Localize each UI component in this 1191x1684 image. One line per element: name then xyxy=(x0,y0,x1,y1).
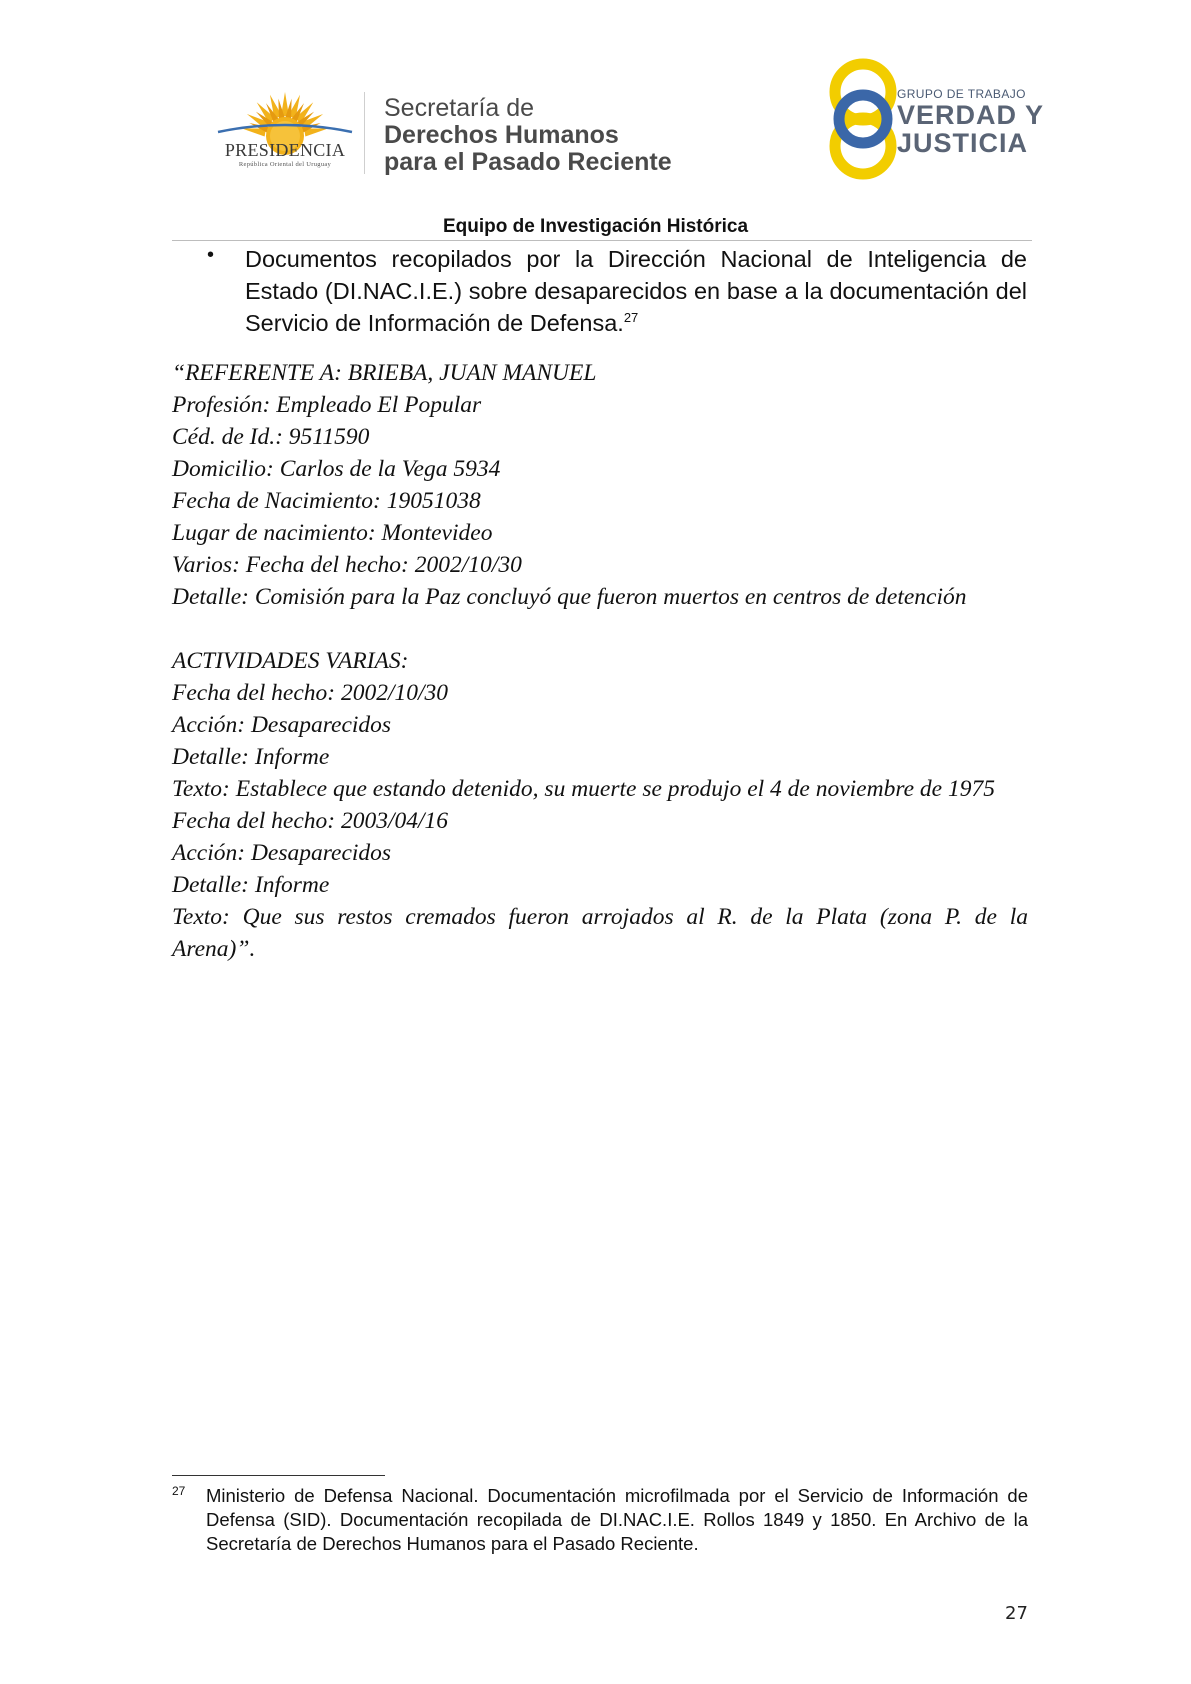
verdad-justicia-rings-logo xyxy=(822,56,904,182)
record-line: Lugar de nacimiento: Montevideo xyxy=(172,520,493,546)
record-line: Detalle: Comisión para la Paz concluyó que fueron muertos en centros de detención xyxy=(172,584,967,610)
header-divider xyxy=(364,92,365,174)
record-quote xyxy=(172,357,1028,965)
activity-line: Detalle: Informe xyxy=(172,872,330,898)
activities-heading: ACTIVIDADES VARIAS: xyxy=(172,648,409,674)
activity-line: Fecha del hecho: 2003/04/16 xyxy=(172,808,449,834)
presidencia-logo-subtext: República Oriental del Uruguay xyxy=(238,161,332,168)
activity-line: Texto: Establece que estando detenido, su muerte se produjo el 4 de noviembre de 1975 xyxy=(172,776,995,802)
bullet-text: Documentos recopilados por la Dirección Nacional de Inteligencia de Estado (DI.NAC.I.E.) sobre desaparecidos en base a la documentación del Servicio de Información de Defensa. xyxy=(245,246,1027,336)
activity-line: Detalle: Informe xyxy=(172,744,330,770)
record-line: Varios: Fecha del hecho: 2002/10/30 xyxy=(172,552,522,578)
secretaria-line-3: para el Pasado Reciente xyxy=(384,148,672,176)
footnote-number: 27 xyxy=(172,1484,186,1498)
activity-line: Texto: Que sus restos cremados fueron arrojados al R. de la Plata (zona P. de la xyxy=(172,904,1028,930)
record-line: Céd. de Id.: 9511590 xyxy=(172,424,370,450)
activity-line: Acción: Desaparecidos xyxy=(172,712,392,738)
footnote-text: Ministerio de Defensa Nacional. Documentación microfilmada por el Servicio de Información de Defensa (SID). Documentación recopilada de DI.NAC.I.E. Rollos 1849 y 1850. En Archivo de la Secretaría de Derechos Humanos para el Pasado Reciente. xyxy=(206,1485,1028,1554)
record-line: Domicilio: Carlos de la Vega 5934 xyxy=(172,456,501,482)
footnote-rule xyxy=(172,1475,385,1476)
header-rule xyxy=(172,240,1032,241)
secretaria-logo-text xyxy=(384,95,672,176)
blank-line xyxy=(172,613,1028,645)
activity-line: Arena)”. xyxy=(172,936,256,962)
team-title: Equipo de Investigación Histórica xyxy=(442,216,749,237)
verdad-justicia-logo-text xyxy=(897,87,1044,157)
bullet-paragraph xyxy=(245,243,1027,339)
activity-line: Acción: Desaparecidos xyxy=(172,840,392,866)
secretaria-line-1: Secretaría de xyxy=(384,94,535,122)
grupo-de-trabajo-label: GRUPO DE TRABAJO xyxy=(897,87,1026,101)
bullet-symbol: • xyxy=(207,244,215,266)
presidencia-logo-text: PRESIDENCIA xyxy=(224,140,346,160)
footnote-reference: 27 xyxy=(623,310,639,326)
record-line: “REFERENTE A: BRIEBA, JUAN MANUEL xyxy=(172,360,597,386)
secretaria-line-2: Derechos Humanos xyxy=(384,121,619,149)
verdad-y-label: VERDAD Y xyxy=(897,100,1045,130)
record-line: Profesión: Empleado El Popular xyxy=(172,392,482,418)
activity-line: Fecha del hecho: 2002/10/30 xyxy=(172,680,449,706)
record-line: Fecha de Nacimiento: 19051038 xyxy=(172,488,481,514)
page-number: 27 xyxy=(1005,1603,1028,1624)
justicia-label: JUSTICIA xyxy=(897,128,1029,158)
